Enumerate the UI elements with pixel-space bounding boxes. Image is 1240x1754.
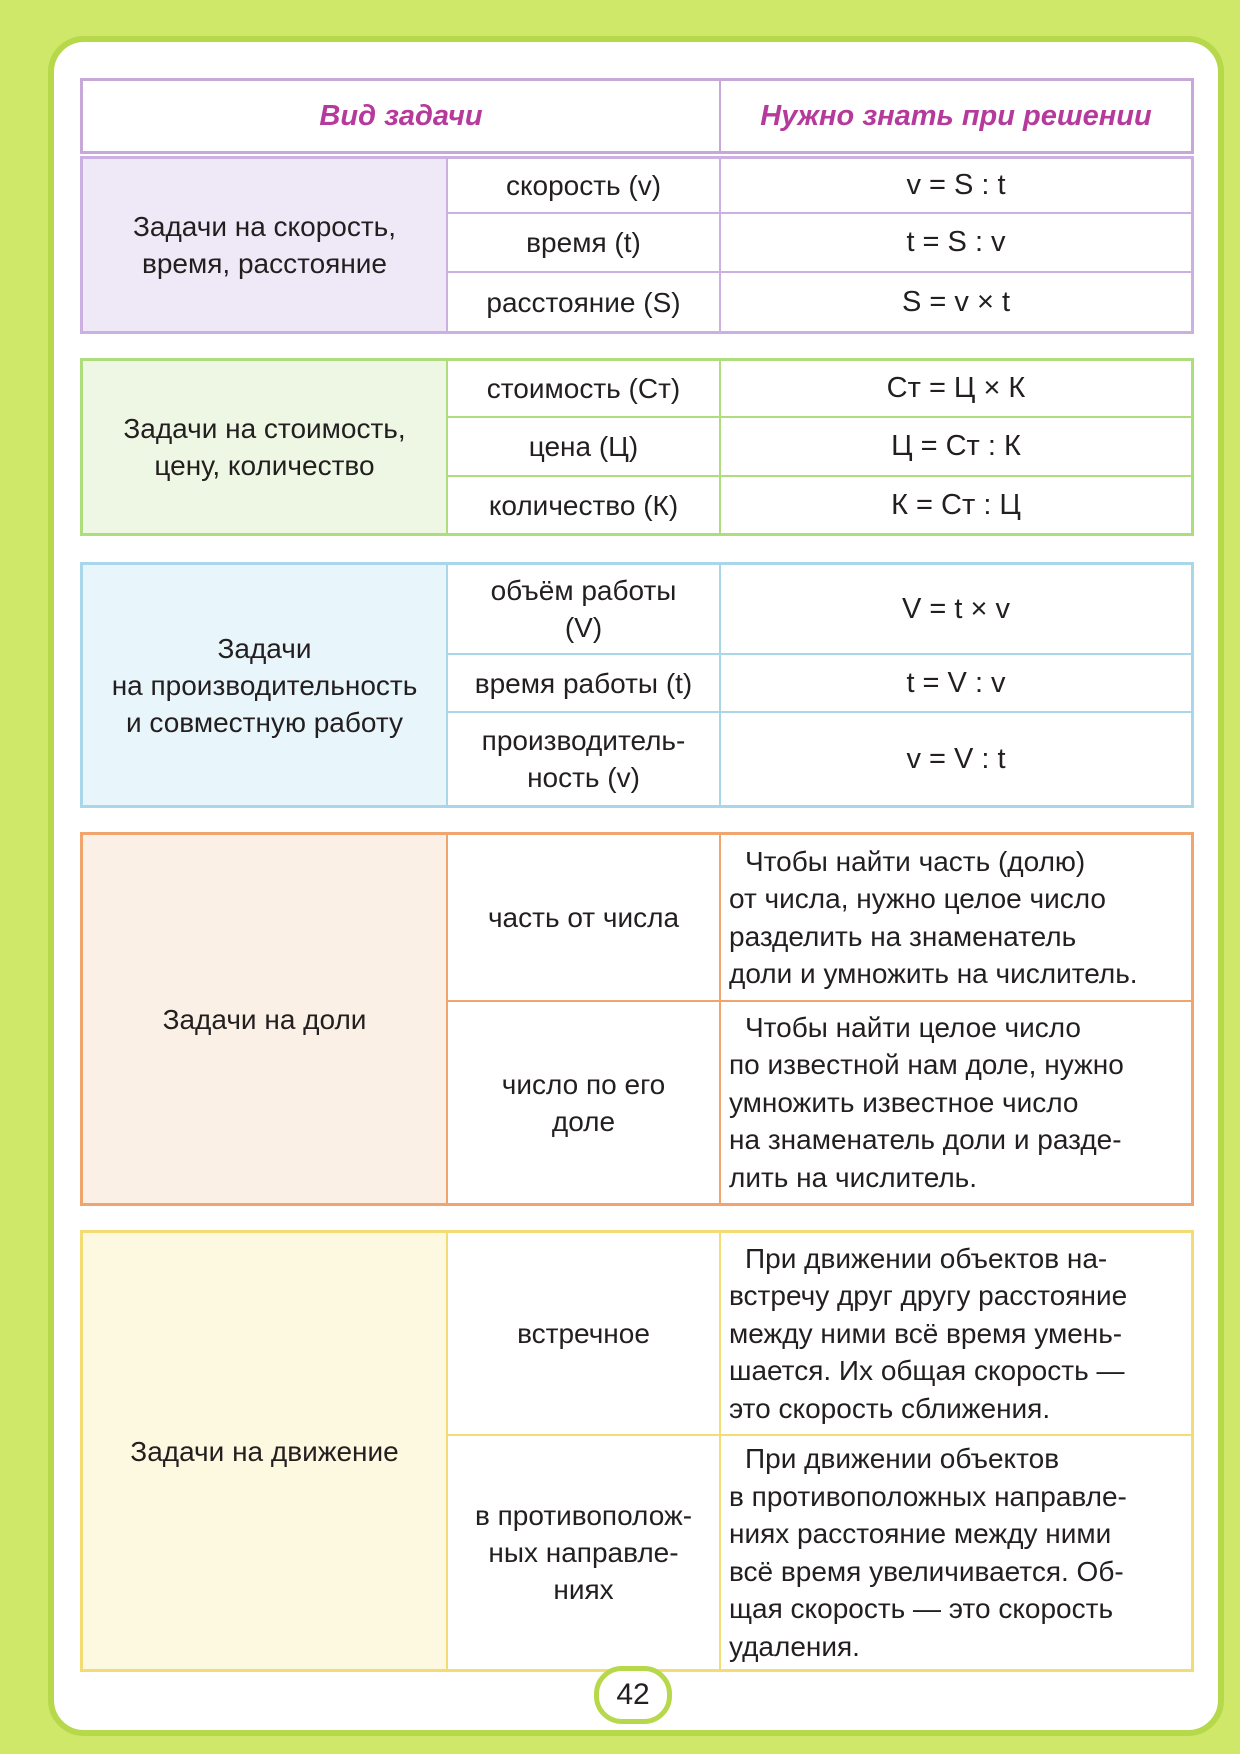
block-title: Задачи на стоимость, цену, количество	[83, 361, 448, 533]
formula-cell: Ст = Ц × К	[721, 361, 1191, 418]
formula-cell: v = S : t	[721, 159, 1191, 214]
quantity-cell: число по его доле	[448, 1002, 721, 1203]
block-motion	[80, 1230, 1194, 1672]
quantity-cell: цена (Ц)	[448, 418, 721, 477]
quantity-cell: производитель- ность (v)	[448, 713, 721, 805]
page-number: 42	[594, 1666, 672, 1724]
header-task-type: Вид задачи	[83, 81, 721, 151]
block-title: Задачи на производительность и совместную работу	[83, 565, 448, 805]
quantity-cell: время работы (t)	[448, 655, 721, 713]
quantity-cell: в противополож- ных направле- ниях	[448, 1436, 721, 1669]
rule-text: Чтобы найти целое число по известной нам доле, нужно умножить известное число на знаменатель доли и разде- лить на числитель.	[729, 1011, 1124, 1193]
table-header	[80, 78, 1194, 154]
rule-text: При движении объектов в противоположных направле- ниях расстояние между ними всё время увеличивается. Об- щая скорость — это скорость удаления.	[729, 1443, 1127, 1662]
formula-cell: К = Ст : Ц	[891, 488, 1021, 521]
formula-cell: Ц = Ст : К	[721, 418, 1191, 477]
block-cost-price-quantity	[80, 358, 1194, 536]
quantity-cell: количество (К)	[448, 477, 721, 533]
block-fractions	[80, 832, 1194, 1206]
header-need-to-know: Нужно знать при решении	[760, 99, 1152, 132]
quantity-cell: объём работы (V)	[448, 565, 721, 655]
formula-cell: t = S : v	[721, 214, 1191, 273]
quantity-cell: встречное	[448, 1233, 721, 1436]
quantity-cell: часть от числа	[448, 835, 721, 1002]
quantity-cell: расстояние (S)	[448, 273, 721, 331]
block-title: Задачи на доли	[83, 835, 448, 1203]
block-speed-time-distance	[80, 156, 1194, 334]
block-title: Задачи на скорость, время, расстояние	[83, 159, 448, 331]
block-productivity	[80, 562, 1194, 808]
quantity-cell: стоимость (Ст)	[448, 361, 721, 418]
rule-text: Чтобы найти часть (долю) от числа, нужно целое число разделить на знаменатель доли и умножить на числитель.	[721, 835, 1191, 1002]
quantity-cell: время (t)	[448, 214, 721, 273]
quantity-cell: скорость (v)	[448, 159, 721, 214]
formula-cell: v = V : t	[906, 742, 1006, 775]
formula-cell: t = V : v	[721, 655, 1191, 713]
formula-cell: S = v × t	[902, 285, 1010, 318]
formula-cell: V = t × v	[721, 565, 1191, 655]
block-title: Задачи на движение	[83, 1233, 448, 1669]
rule-text: При движении объектов на- встречу друг другу расстояние между ними всё время умень- шается. Их общая скорость — это скорость сближения.	[721, 1233, 1191, 1436]
